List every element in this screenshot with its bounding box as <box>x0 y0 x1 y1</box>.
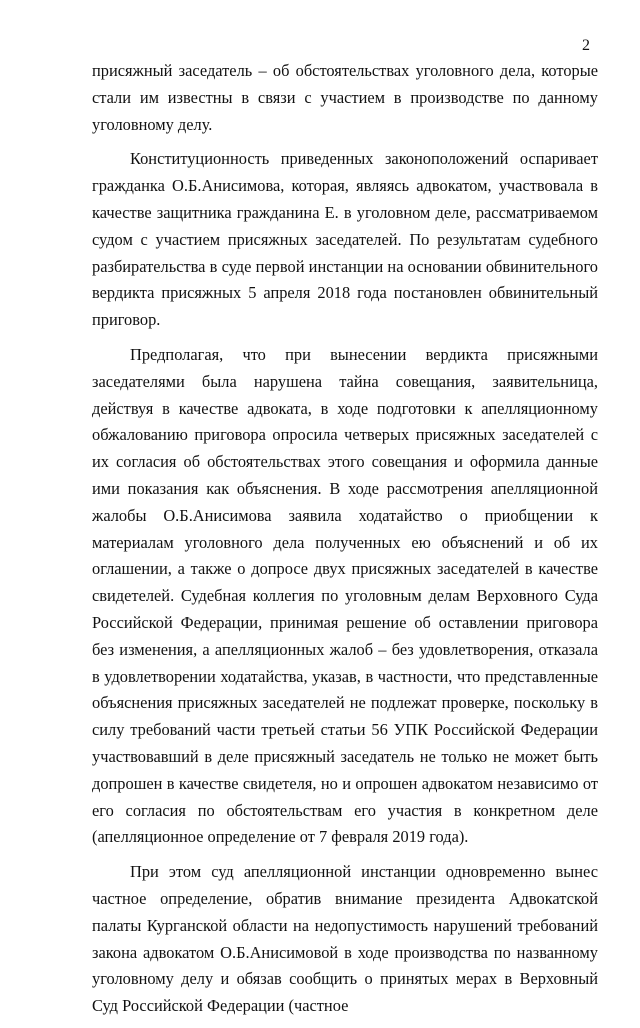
paragraph-constitutionality: Конституционность приведенных законоположений оспаривает гражданка О.Б.Анисимова, которая, являясь адвокатом, участвовала в качестве защитника гражданина Е. в уголовном деле, рассматриваемом судом с участием присяжных заседателей. По результатам судебного разбирательства в суде первой инстанции на основании обвинительного вердикта присяжных 5 апреля 2018 года постановлен обвинительный приговор. <box>92 149 598 330</box>
paragraph-assumption: Предполагая, что при вынесении вердикта присяжными заседателями была нарушена тайна совещания, заявительница, действуя в качестве адвоката, в ходе подготовки к апелляционному обжалованию приговора опросила четверых присяжных заседателей с их согласия об обстоятельствах этого совещания и оформила данные ими показания как объяснения. В ходе рассмотрения апелляционной жалобы О.Б.Анисимова заявила ходатайство о приобщении к материалам уголовного дела полученных ею объяснений и об их оглашении, а также о допросе двух присяжных заседателей в качестве свидетелей. Судебная коллегия по уголовным делам Верховного Суда Российской Федерации, принимая решение об оставлении приговора без изменения, а апелляционных жалоб – без удовлетворения, отказала в удовлетворении ходатайства, указав, в частности, что представленные объяснения присяжных заседателей не подлежат проверке, поскольку в силу требований части третьей статьи 56 УПК Российской Федерации участвовавший в деле присяжный заседатель не только не может быть допрошен в качестве свидетеля, но и опрошен адвокатом независимо от его согласия по обстоятельствам его участия в конкретном деле (апелляционное определение от 7 февраля 2019 года). <box>92 344 598 847</box>
document-body <box>92 58 598 1028</box>
page-number: 2 <box>582 37 590 54</box>
paragraph-appeal-court: При этом суд апелляционной инстанции одновременно вынес частное определение, обратив внимание президента Адвокатской палаты Курганской области на недопустимость нарушений требований закона адвокатом О.Б.Анисимовой в ходе производства по названному уголовному делу и обязав сообщить о принятых мерах в Верховный Суд Российской Федерации (частное <box>92 862 598 1016</box>
paragraph-continuation: присяжный заседатель – об обстоятельствах уголовного дела, которые стали им известны в связи с участием в производстве по данному уголовному делу. <box>92 61 598 134</box>
